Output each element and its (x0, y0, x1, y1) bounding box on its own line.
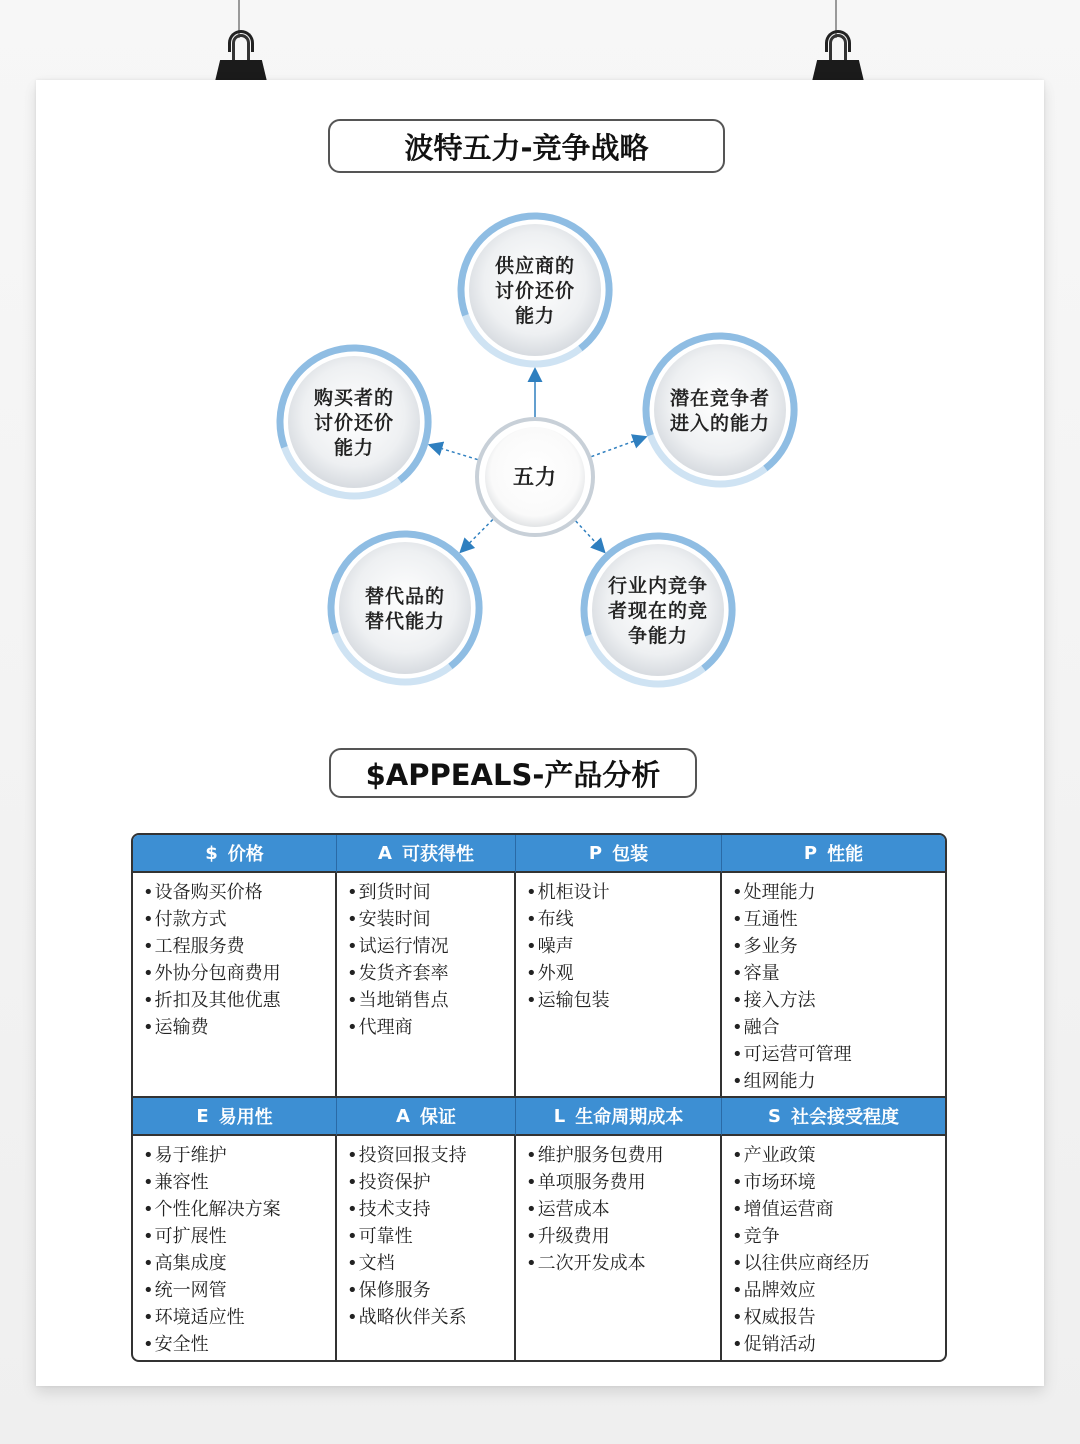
appeals-header (133, 1098, 337, 1136)
force-label-line: 供应商的 (494, 255, 576, 277)
list-item: • 高集成度 (143, 1250, 335, 1277)
force-node-bottom-left (301, 504, 509, 700)
force-label-line: 替代品的 (364, 585, 446, 608)
list-item: • 统一网管 (143, 1277, 335, 1304)
appeals-cell (516, 1136, 722, 1362)
appeals-header-letter: A (396, 1105, 410, 1127)
appeals-header-name: 易用性 (218, 1107, 273, 1128)
list-item: • 容量 (732, 960, 945, 987)
arrow-to-right (591, 437, 644, 456)
appeals-table (131, 833, 947, 1362)
list-item: • 机柜设计 (526, 879, 720, 906)
appeals-title: $APPEALS-产品分析 (329, 748, 697, 798)
list-item: • 噪声 (526, 933, 720, 960)
list-item: • 促销活动 (732, 1331, 945, 1358)
force-label-line: 替代能力 (364, 610, 446, 633)
list-item: • 维护服务包费用 (526, 1142, 720, 1169)
list-item: • 试运行情况 (347, 933, 514, 960)
list-item: • 安装时间 (347, 906, 514, 933)
list-item: • 工程服务费 (143, 933, 335, 960)
arrow-to-bottom-left (461, 520, 492, 552)
appeals-cell (337, 873, 516, 1098)
appeals-cell (133, 1136, 337, 1362)
list-item: • 二次开发成本 (526, 1250, 720, 1277)
list-item: • 品牌效应 (732, 1277, 945, 1304)
force-label-line: 讨价还价 (494, 280, 576, 302)
force-label-line: 能力 (514, 305, 556, 327)
list-item: • 当地销售点 (347, 987, 514, 1014)
list-item: • 折扣及其他优惠 (143, 987, 335, 1014)
appeals-cell (337, 1136, 516, 1362)
list-item: • 代理商 (347, 1014, 514, 1041)
list-item: • 个性化解决方案 (143, 1196, 335, 1223)
list-item: • 运输费 (143, 1014, 335, 1041)
list-item: • 布线 (526, 906, 720, 933)
list-item: • 多业务 (732, 933, 945, 960)
appeals-header-letter: E (196, 1105, 209, 1127)
list-item: • 外协分包商费用 (143, 960, 335, 987)
list-item: • 组网能力 (732, 1068, 945, 1095)
appeals-header (337, 1098, 516, 1136)
list-item: • 融合 (732, 1014, 945, 1041)
appeals-cell (516, 873, 722, 1098)
force-label-line: 潜在竞争者 (669, 387, 771, 410)
list-item: • 投资回报支持 (347, 1142, 514, 1169)
arrow-to-left (431, 445, 478, 459)
force-node-right (616, 306, 820, 514)
appeals-header (722, 835, 945, 873)
appeals-header (722, 1098, 945, 1136)
appeals-header-letter: P (803, 842, 818, 864)
appeals-header-name: 保证 (419, 1107, 456, 1128)
list-item: • 可扩展性 (143, 1223, 335, 1250)
list-item: • 市场环境 (732, 1169, 945, 1196)
appeals-header-name: 生命周期成本 (575, 1107, 684, 1128)
porter-five-forces-title: 波特五力-竞争战略 (328, 119, 725, 173)
force-label-line: 进入的能力 (669, 412, 771, 435)
list-item: • 技术支持 (347, 1196, 514, 1223)
list-item: • 单项服务费用 (526, 1169, 720, 1196)
list-item: • 升级费用 (526, 1223, 720, 1250)
force-label-line: 五力 (513, 465, 557, 489)
list-item: • 付款方式 (143, 906, 335, 933)
appeals-header (516, 1098, 722, 1136)
list-item: • 以往供应商经历 (732, 1250, 945, 1277)
list-item: • 文档 (347, 1250, 514, 1277)
list-item: • 接入方法 (732, 987, 945, 1014)
list-item: • 外观 (526, 960, 720, 987)
arrow-to-bottom-right (576, 521, 604, 551)
list-item: • 权威报告 (732, 1304, 945, 1331)
list-item: • 兼容性 (143, 1169, 335, 1196)
list-item: • 到货时间 (347, 879, 514, 906)
list-item: • 保修服务 (347, 1277, 514, 1304)
list-item: • 运输包装 (526, 987, 720, 1014)
appeals-cell (133, 873, 337, 1098)
force-label-line: 者现在的竞 (607, 600, 709, 622)
list-item: • 产业政策 (732, 1142, 945, 1169)
list-item: • 发货齐套率 (347, 960, 514, 987)
force-label-line: 购买者的 (313, 387, 395, 409)
list-item: • 互通性 (732, 906, 945, 933)
appeals-header-name: 可获得性 (401, 844, 474, 865)
appeals-header (133, 835, 337, 873)
list-item: • 处理能力 (732, 879, 945, 906)
appeals-header-name: 性能 (827, 844, 864, 865)
appeals-header-name: 社会接受程度 (790, 1107, 899, 1128)
appeals-header-letter: L (553, 1105, 566, 1127)
appeals-header (337, 835, 516, 873)
list-item: • 战略伙伴关系 (347, 1304, 514, 1331)
appeals-header-letter: A (378, 842, 392, 864)
appeals-header (516, 835, 722, 873)
appeals-header-letter: P (588, 842, 603, 864)
appeals-cell (722, 873, 945, 1098)
force-label-line: 能力 (333, 437, 375, 459)
list-item: • 环境适应性 (143, 1304, 335, 1331)
list-item: • 增值运营商 (732, 1196, 945, 1223)
force-node-left (260, 318, 458, 526)
list-item: • 可靠性 (347, 1223, 514, 1250)
list-item: • 安全性 (143, 1331, 335, 1358)
list-item: • 运营成本 (526, 1196, 720, 1223)
force-label-line: 行业内竞争 (607, 575, 709, 597)
list-item: • 易于维护 (143, 1142, 335, 1169)
force-node-bottom-right (554, 506, 762, 700)
list-item: • 可运营可管理 (732, 1041, 945, 1068)
five-forces-diagram (260, 200, 820, 700)
list-item: • 投资保护 (347, 1169, 514, 1196)
appeals-header-name: 包装 (612, 844, 649, 865)
appeals-cell (722, 1136, 945, 1362)
list-item: • 设备购买价格 (143, 879, 335, 906)
force-node-top (431, 200, 639, 394)
appeals-header-letter: S (768, 1105, 781, 1127)
appeals-header-letter: $ (205, 842, 218, 864)
force-label-line: 讨价还价 (313, 412, 395, 434)
appeals-header-name: 价格 (227, 844, 264, 865)
force-label-line: 争能力 (627, 625, 689, 647)
list-item: • 竞争 (732, 1223, 945, 1250)
